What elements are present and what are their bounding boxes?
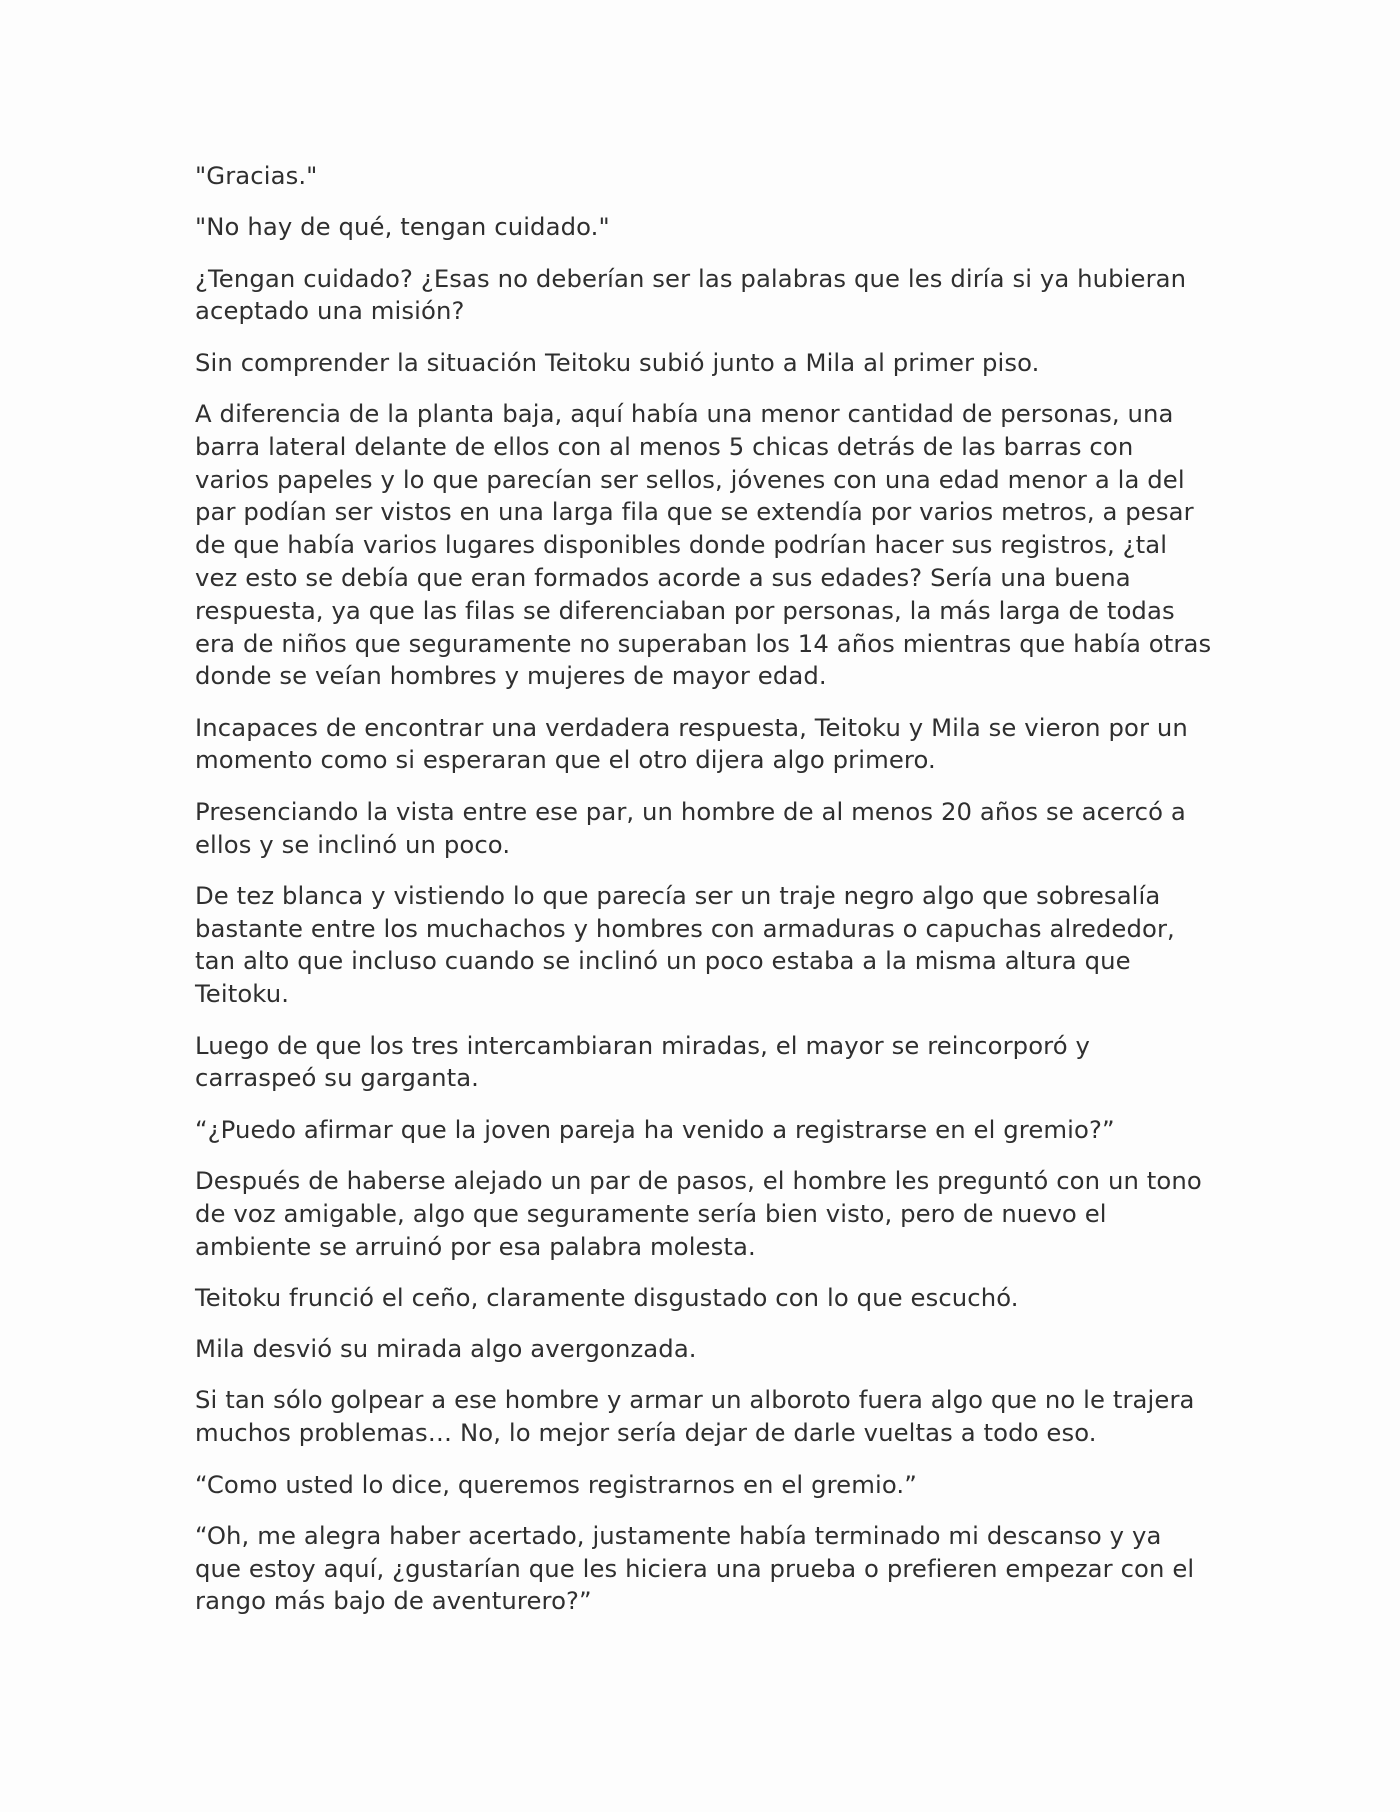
- paragraph: De tez blanca y vistiendo lo que parecía ser un traje negro algo que sobresalía bastante entre los muchachos y hombres con armaduras o capuchas alrededor, tan alto que incluso cuando se inclinó un poco estaba a la misma altura que Teitoku.: [195, 880, 1175, 1009]
- paragraph: “Oh, me alegra haber acertado, justamente había terminado mi descanso y ya que estoy aquí, ¿gustarían que les hiciera una prueba o prefieren empezar con el rango más bajo de aventurero?”: [195, 1520, 1195, 1616]
- paragraph: ¿Tengan cuidado? ¿Esas no deberían ser las palabras que les diría si ya hubieran aceptado una misión?: [195, 263, 1187, 326]
- paragraph: "No hay de qué, tengan cuidado.": [195, 212, 610, 242]
- paragraph: Luego de que los tres intercambiaran miradas, el mayor se reincorporó y carraspeó su garganta.: [195, 1030, 1090, 1093]
- paragraph: Mila desvió su mirada algo avergonzada.: [195, 1334, 697, 1364]
- paragraph: Sin comprender la situación Teitoku subió junto a Mila al primer piso.: [195, 347, 1040, 377]
- paragraph: A diferencia de la planta baja, aquí había una menor cantidad de personas, una barra lateral delante de ellos con al menos 5 chicas detrás de las barras con varios papeles y lo que parecían ser sellos, jóvenes con una edad menor a la del par podían ser vistos en una larga fila que se extendía por varios metros, a pesar de que había varios lugares disponibles donde podrían hacer sus registros, ¿tal vez esto se debía que eran formados acorde a sus edades? Sería una buena respuesta, ya que las filas se diferenciaban por personas, la más larga de todas era de niños que seguramente no superaban los 14 años mientras que había otras donde se veían hombres y mujeres de mayor edad.: [195, 398, 1212, 691]
- paragraph: Presenciando la vista entre ese par, un hombre de al menos 20 años se acercó a ellos y se inclinó un poco.: [195, 796, 1186, 859]
- document-body: [195, 160, 1215, 1637]
- paragraph: Teitoku frunció el ceño, claramente disgustado con lo que escuchó.: [195, 1282, 1019, 1312]
- paragraph: Si tan sólo golpear a ese hombre y armar un alboroto fuera algo que no le trajera muchos problemas… No, lo mejor sería dejar de darle vueltas a todo eso.: [195, 1385, 1195, 1448]
- paragraph: Después de haberse alejado un par de pasos, el hombre les preguntó con un tono de voz amigable, algo que seguramente sería bien visto, pero de nuevo el ambiente se arruinó por esa palabra molesta.: [195, 1165, 1202, 1261]
- paragraph: Incapaces de encontrar una verdadera respuesta, Teitoku y Mila se vieron por un momento como si esperaran que el otro dijera algo primero.: [195, 712, 1188, 775]
- paragraph: “¿Puedo afirmar que la joven pareja ha venido a registrarse en el gremio?”: [195, 1114, 1115, 1144]
- paragraph: “Como usted lo dice, queremos registrarnos en el gremio.”: [195, 1469, 917, 1499]
- paragraph: "Gracias.": [195, 161, 318, 190]
